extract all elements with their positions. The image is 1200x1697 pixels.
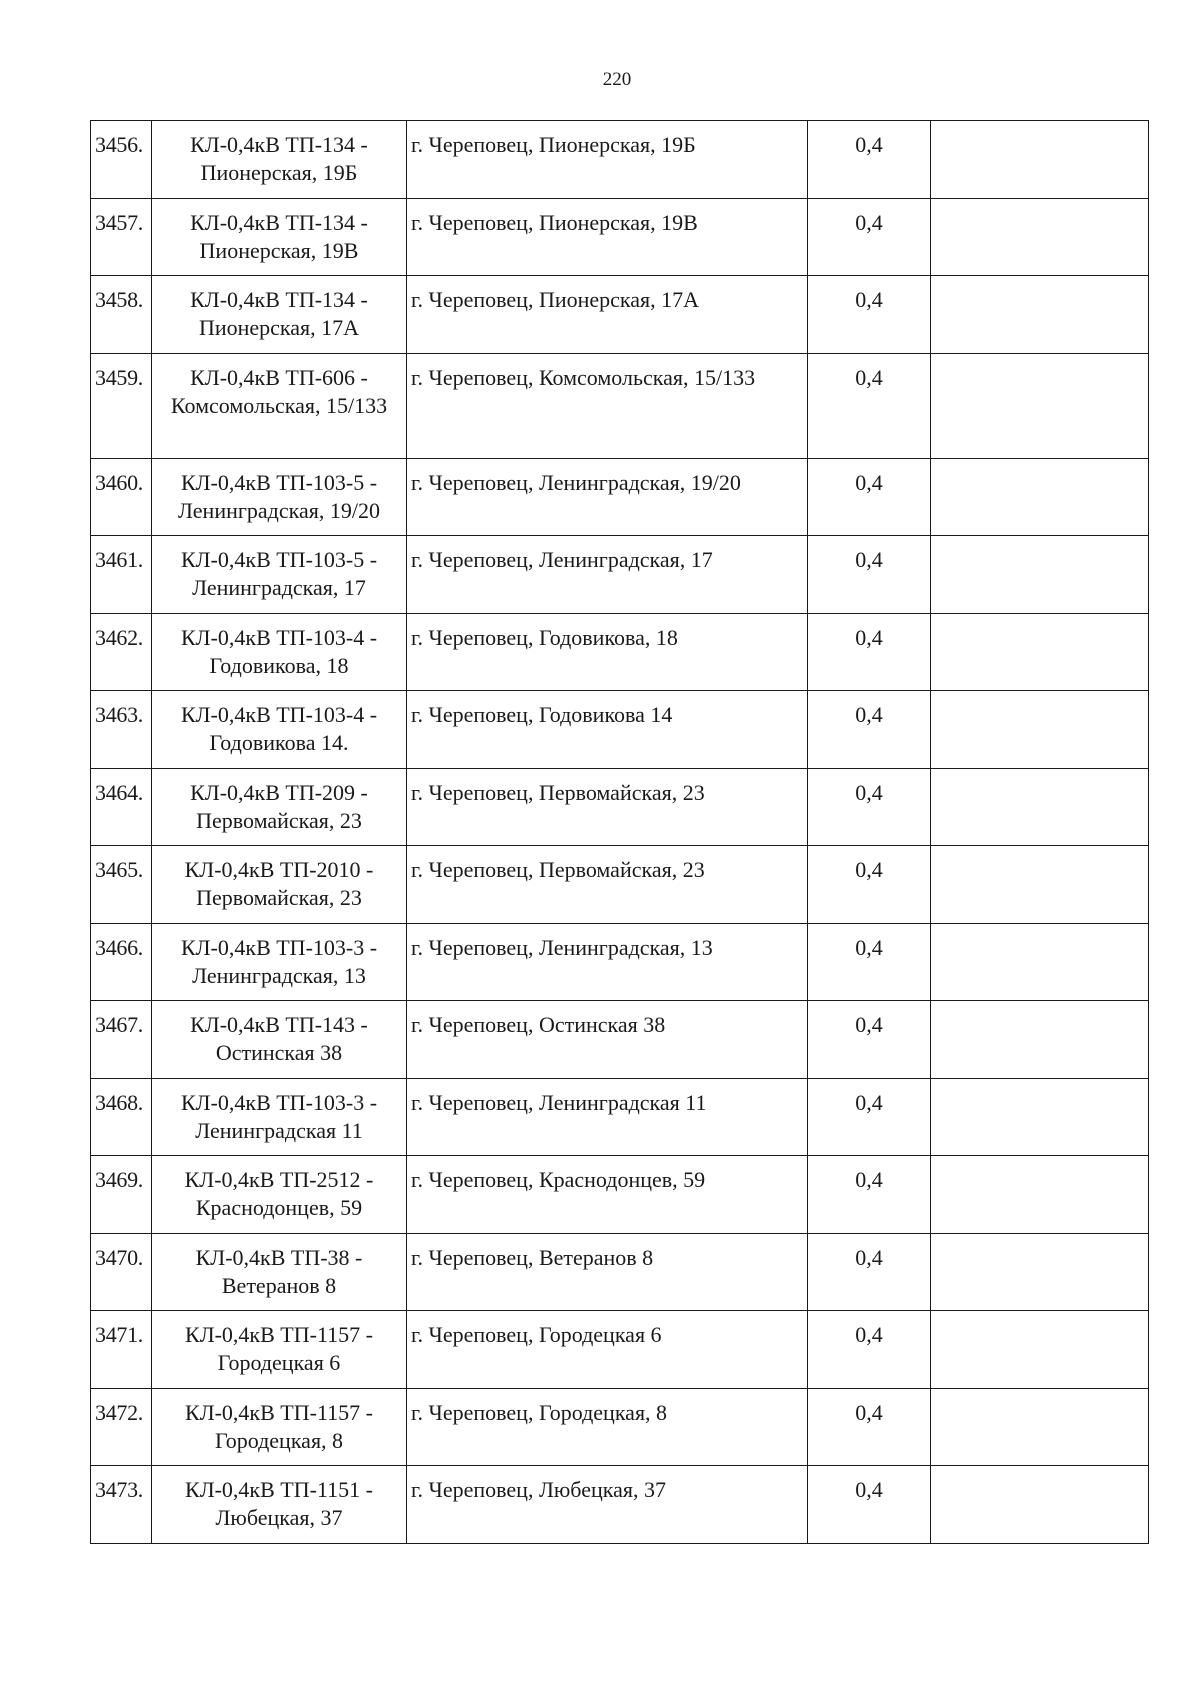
row-number-cell: 3461.: [91, 536, 152, 614]
row-number-cell: 3466.: [91, 923, 152, 1001]
cable-line-name-cell: КЛ-0,4кВ ТП-134 - Пионерская, 17А: [152, 276, 407, 354]
note-cell: [931, 1078, 1149, 1156]
table-row: [91, 1078, 1149, 1156]
table-row: [91, 1233, 1149, 1311]
note-cell: [931, 276, 1149, 354]
table-row: [91, 121, 1149, 199]
cable-line-name-cell: КЛ-0,4кВ ТП-209 - Первомайская, 23: [152, 768, 407, 846]
note-cell: [931, 353, 1149, 458]
address-cell: г. Череповец, Остинская 38: [407, 1001, 808, 1079]
cable-line-name-cell: КЛ-0,4кВ ТП-103-4 - Годовикова 14.: [152, 691, 407, 769]
note-cell: [931, 458, 1149, 536]
address-cell: г. Череповец, Городецкая, 8: [407, 1388, 808, 1466]
voltage-cell: 0,4: [808, 353, 931, 458]
table-row: [91, 353, 1149, 458]
table-row: [91, 1388, 1149, 1466]
voltage-cell: 0,4: [808, 1001, 931, 1079]
address-cell: г. Череповец, Краснодонцев, 59: [407, 1156, 808, 1234]
cable-line-name-cell: КЛ-0,4кВ ТП-2010 - Первомайская, 23: [152, 846, 407, 924]
table-row: [91, 768, 1149, 846]
table-row: [91, 536, 1149, 614]
voltage-cell: 0,4: [808, 846, 931, 924]
note-cell: [931, 846, 1149, 924]
cable-line-name-cell: КЛ-0,4кВ ТП-134 - Пионерская, 19В: [152, 198, 407, 276]
table-row: [91, 691, 1149, 769]
voltage-cell: 0,4: [808, 1233, 931, 1311]
row-number-cell: 3468.: [91, 1078, 152, 1156]
table-row: [91, 198, 1149, 276]
cable-line-name-cell: КЛ-0,4кВ ТП-38 - Ветеранов 8: [152, 1233, 407, 1311]
note-cell: [931, 1311, 1149, 1389]
voltage-cell: 0,4: [808, 198, 931, 276]
note-cell: [931, 768, 1149, 846]
table-row: [91, 276, 1149, 354]
address-cell: г. Череповец, Годовикова, 18: [407, 613, 808, 691]
row-number-cell: 3460.: [91, 458, 152, 536]
table-row: [91, 923, 1149, 1001]
row-number-cell: 3470.: [91, 1233, 152, 1311]
note-cell: [931, 1001, 1149, 1079]
table-row: [91, 1156, 1149, 1234]
row-number-cell: 3469.: [91, 1156, 152, 1234]
address-cell: г. Череповец, Ленинградская, 19/20: [407, 458, 808, 536]
note-cell: [931, 198, 1149, 276]
cable-line-name-cell: КЛ-0,4кВ ТП-134 - Пионерская, 19Б: [152, 121, 407, 199]
page-number: 220: [602, 69, 632, 90]
note-cell: [931, 613, 1149, 691]
cable-line-name-cell: КЛ-0,4кВ ТП-606 - Комсомольская, 15/133: [152, 353, 407, 458]
address-cell: г. Череповец, Первомайская, 23: [407, 846, 808, 924]
address-cell: г. Череповец, Ленинградская, 13: [407, 923, 808, 1001]
table-row: [91, 458, 1149, 536]
table-row: [91, 1466, 1149, 1544]
cable-line-register-table: [90, 120, 1149, 1544]
voltage-cell: 0,4: [808, 121, 931, 199]
address-cell: г. Череповец, Пионерская, 19Б: [407, 121, 808, 199]
note-cell: [931, 1233, 1149, 1311]
cable-line-name-cell: КЛ-0,4кВ ТП-1151 - Любецкая, 37: [152, 1466, 407, 1544]
cable-line-name-cell: КЛ-0,4кВ ТП-143 - Остинская 38: [152, 1001, 407, 1079]
voltage-cell: 0,4: [808, 1466, 931, 1544]
address-cell: г. Череповец, Годовикова 14: [407, 691, 808, 769]
address-cell: г. Череповец, Первомайская, 23: [407, 768, 808, 846]
voltage-cell: 0,4: [808, 458, 931, 536]
row-number-cell: 3464.: [91, 768, 152, 846]
voltage-cell: 0,4: [808, 536, 931, 614]
table-row: [91, 846, 1149, 924]
address-cell: г. Череповец, Комсомольская, 15/133: [407, 353, 808, 458]
note-cell: [931, 923, 1149, 1001]
address-cell: г. Череповец, Ленинградская, 17: [407, 536, 808, 614]
voltage-cell: 0,4: [808, 691, 931, 769]
note-cell: [931, 691, 1149, 769]
row-number-cell: 3459.: [91, 353, 152, 458]
address-cell: г. Череповец, Ленинградская 11: [407, 1078, 808, 1156]
table-row: [91, 1001, 1149, 1079]
note-cell: [931, 1466, 1149, 1544]
voltage-cell: 0,4: [808, 1311, 931, 1389]
row-number-cell: 3471.: [91, 1311, 152, 1389]
voltage-cell: 0,4: [808, 1388, 931, 1466]
voltage-cell: 0,4: [808, 276, 931, 354]
note-cell: [931, 1156, 1149, 1234]
cable-line-name-cell: КЛ-0,4кВ ТП-1157 - Городецкая 6: [152, 1311, 407, 1389]
cable-line-name-cell: КЛ-0,4кВ ТП-103-3 - Ленинградская 11: [152, 1078, 407, 1156]
voltage-cell: 0,4: [808, 768, 931, 846]
voltage-cell: 0,4: [808, 1156, 931, 1234]
table-row: [91, 613, 1149, 691]
row-number-cell: 3456.: [91, 121, 152, 199]
cable-line-name-cell: КЛ-0,4кВ ТП-103-3 - Ленинградская, 13: [152, 923, 407, 1001]
cable-line-name-cell: КЛ-0,4кВ ТП-103-5 - Ленинградская, 19/20: [152, 458, 407, 536]
address-cell: г. Череповец, Пионерская, 17А: [407, 276, 808, 354]
row-number-cell: 3457.: [91, 198, 152, 276]
row-number-cell: 3473.: [91, 1466, 152, 1544]
voltage-cell: 0,4: [808, 613, 931, 691]
cable-line-name-cell: КЛ-0,4кВ ТП-103-5 - Ленинградская, 17: [152, 536, 407, 614]
cable-line-name-cell: КЛ-0,4кВ ТП-2512 - Краснодонцев, 59: [152, 1156, 407, 1234]
row-number-cell: 3458.: [91, 276, 152, 354]
table-row: [91, 1311, 1149, 1389]
note-cell: [931, 1388, 1149, 1466]
row-number-cell: 3462.: [91, 613, 152, 691]
voltage-cell: 0,4: [808, 923, 931, 1001]
address-cell: г. Череповец, Ветеранов 8: [407, 1233, 808, 1311]
address-cell: г. Череповец, Городецкая 6: [407, 1311, 808, 1389]
cable-line-name-cell: КЛ-0,4кВ ТП-103-4 - Годовикова, 18: [152, 613, 407, 691]
row-number-cell: 3472.: [91, 1388, 152, 1466]
row-number-cell: 3465.: [91, 846, 152, 924]
note-cell: [931, 121, 1149, 199]
voltage-cell: 0,4: [808, 1078, 931, 1156]
row-number-cell: 3463.: [91, 691, 152, 769]
address-cell: г. Череповец, Любецкая, 37: [407, 1466, 808, 1544]
cable-line-name-cell: КЛ-0,4кВ ТП-1157 - Городецкая, 8: [152, 1388, 407, 1466]
row-number-cell: 3467.: [91, 1001, 152, 1079]
note-cell: [931, 536, 1149, 614]
address-cell: г. Череповец, Пионерская, 19В: [407, 198, 808, 276]
